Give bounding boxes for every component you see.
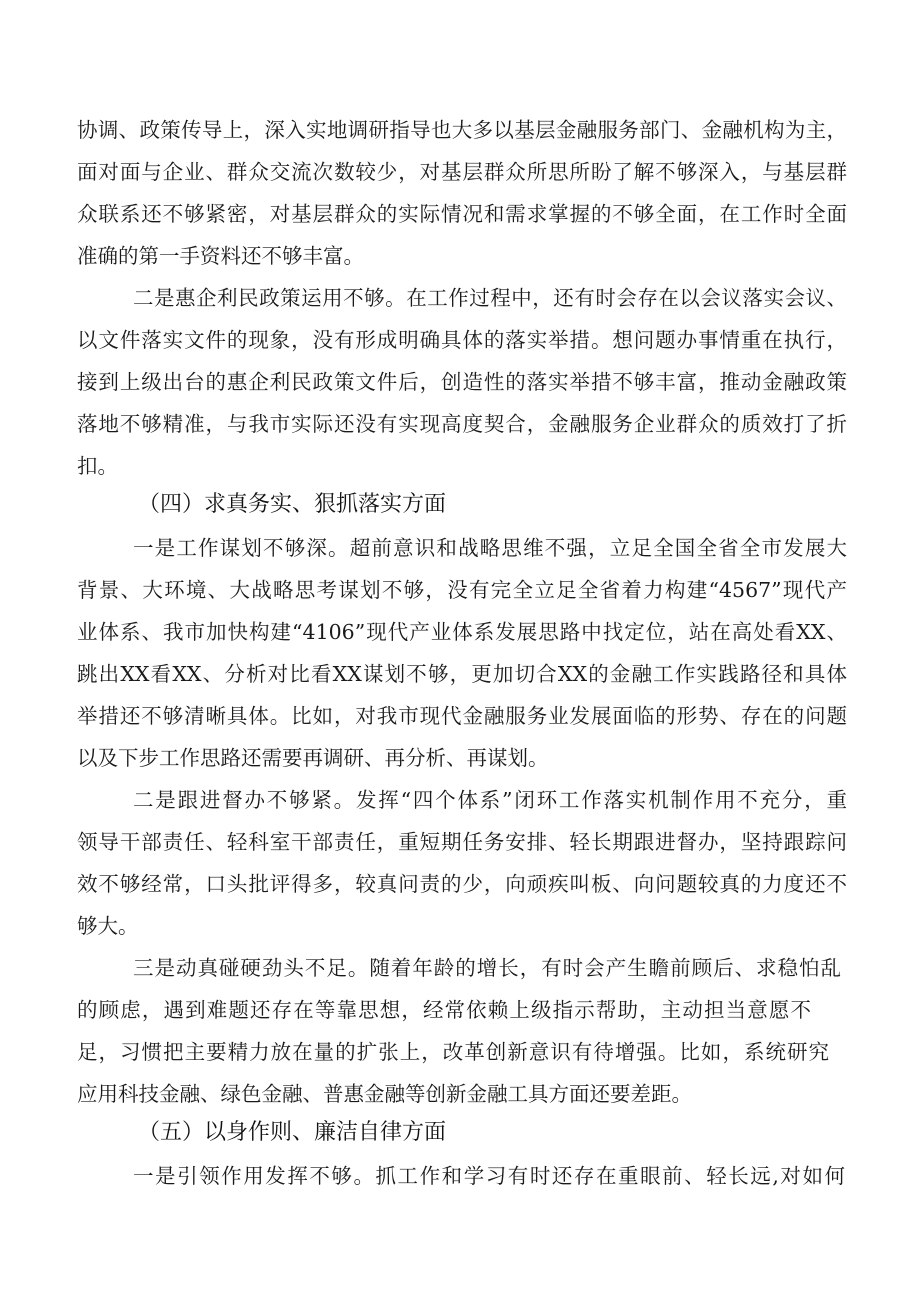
paragraph-line: 二是跟进督办不够紧。发挥“四个体系”闭环工作落实机制作用不充分，重: [133, 788, 847, 812]
paragraph-line: 面对面与企业、群众交流次数较少，对基层群众所思所盼了解不够深入，与基层群: [77, 160, 847, 184]
paragraph-line: 效不够经常，口头批评得多，较真问责的少，向顽疾叫板、向问题较真的力度还不: [77, 872, 847, 896]
paragraph-line: 以文件落实文件的现象，没有形成明确具体的落实举措。想问题办事情重在执行，: [77, 328, 847, 352]
section-heading: （五）以身作则、廉洁自律方面: [138, 1120, 447, 1145]
section-heading: （四）求真务实、狠抓落实方面: [138, 492, 447, 517]
paragraph-line: 够大。: [77, 914, 139, 938]
paragraph-line: 众联系还不够紧密，对基层群众的实际情况和需求掌握的不够全面，在工作时全面: [77, 202, 847, 226]
paragraph-line: 一是工作谋划不够深。超前意识和战略思维不强，立足全国全省全市发展大: [133, 536, 847, 560]
paragraph-line: 一是引领作用发挥不够。抓工作和学习有时还存在重眼前、轻长远,对如何: [133, 1164, 845, 1188]
paragraph-line: 业体系、我市加快构建“4106”现代产业体系发展思路中找定位，站在高处看XX、: [77, 620, 847, 644]
paragraph-line: 足，习惯把主要精力放在量的扩张上，改革创新意识有待增强。比如，系统研究: [77, 1040, 829, 1064]
paragraph-line: 接到上级出台的惠企利民政策文件后，创造性的落实举措不够丰富，推动金融政策: [77, 370, 847, 394]
paragraph-line: 领导干部责任、轻科室干部责任，重短期任务安排、轻长期跟进督办，坚持跟踪问: [77, 830, 847, 854]
paragraph-line: 举措还不够清晰具体。比如，对我市现代金融服务业发展面临的形势、存在的问题: [77, 704, 847, 728]
paragraph-line: 的顾虑，遇到难题还存在等靠思想，经常依赖上级指示帮助，主动担当意愿不: [77, 998, 811, 1022]
paragraph-line: 扣。: [77, 454, 118, 478]
paragraph-line: 协调、政策传导上，深入实地调研指导也大多以基层金融服务部门、金融机构为主，: [77, 118, 847, 142]
paragraph-line: 以及下步工作思路还需要再调研、再分析、再谋划。: [77, 746, 549, 770]
paragraph-line: 应用科技金融、绿色金融、普惠金融等创新金融工具方面还要差距。: [77, 1082, 692, 1106]
paragraph-line: 背景、大环境、大战略思考谋划不够，没有完全立足全省着力构建“4567”现代产: [77, 578, 847, 602]
paragraph-line: 二是惠企利民政策运用不够。在工作过程中，还有时会存在以会议落实会议、: [133, 286, 847, 310]
paragraph-line: 落地不够精准，与我市实际还没有实现高度契合，金融服务企业群众的质效打了折: [77, 412, 847, 436]
paragraph-line: 跳出XX看XX、分析对比看XX谋划不够，更加切合XX的金融工作实践路径和具体: [77, 662, 847, 686]
paragraph-line: 准确的第一手资料还不够丰富。: [77, 244, 364, 268]
paragraph-line: 三是动真碰硬劲头不足。随着年龄的增长，有时会产生瞻前顾后、求稳怕乱: [133, 956, 841, 980]
